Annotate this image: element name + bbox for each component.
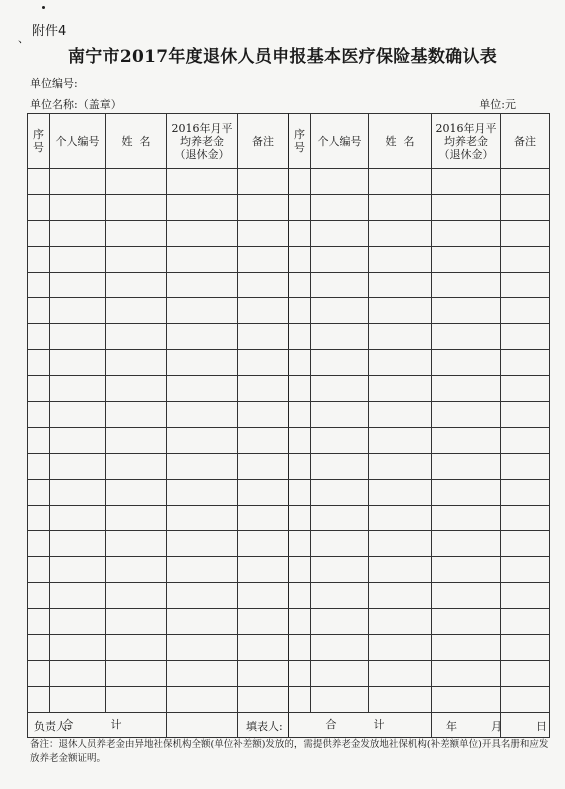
table-cell[interactable] (369, 220, 432, 246)
table-cell[interactable] (50, 246, 106, 272)
table-cell[interactable] (369, 635, 432, 661)
table-row (28, 686, 550, 712)
table-cell[interactable] (50, 324, 106, 350)
table-cell[interactable] (501, 660, 550, 686)
table-cell[interactable] (50, 427, 106, 453)
table-cell[interactable] (432, 453, 501, 479)
table-row (28, 324, 550, 350)
table-cell[interactable] (50, 453, 106, 479)
table-cell[interactable] (501, 686, 550, 712)
header-remark-left: 备注 (238, 114, 289, 169)
table-row (28, 453, 550, 479)
table-cell[interactable] (106, 505, 167, 531)
punctuation-mark: 、 (18, 32, 29, 45)
table-cell[interactable] (432, 272, 501, 298)
table-header-row (28, 114, 550, 169)
table-cell[interactable] (369, 609, 432, 635)
table-cell[interactable] (501, 220, 550, 246)
table-cell[interactable] (369, 350, 432, 376)
table-cell[interactable] (50, 505, 106, 531)
table-cell[interactable] (167, 376, 238, 402)
table-cell[interactable] (369, 169, 432, 195)
table-cell[interactable] (289, 583, 311, 609)
table-cell[interactable] (106, 402, 167, 428)
table-cell[interactable] (28, 350, 50, 376)
table-cell[interactable] (432, 298, 501, 324)
table-cell[interactable] (106, 609, 167, 635)
table-cell[interactable] (289, 272, 311, 298)
table-cell[interactable] (106, 272, 167, 298)
table-cell[interactable] (238, 402, 289, 428)
table-cell[interactable] (28, 402, 50, 428)
table-cell[interactable] (432, 531, 501, 557)
table-cell[interactable] (432, 402, 501, 428)
unit-code-label: 单位编号: (30, 77, 78, 90)
table-cell[interactable] (238, 453, 289, 479)
table-cell[interactable] (50, 686, 106, 712)
table-cell[interactable] (501, 609, 550, 635)
table-cell[interactable] (50, 557, 106, 583)
table-cell[interactable] (432, 686, 501, 712)
table-cell[interactable] (311, 660, 369, 686)
table-row (28, 583, 550, 609)
table-cell[interactable] (238, 505, 289, 531)
currency-unit-label: 单位:元 (479, 98, 516, 111)
table-row (28, 505, 550, 531)
table-cell[interactable] (238, 272, 289, 298)
table-cell[interactable] (238, 427, 289, 453)
table-cell[interactable] (238, 557, 289, 583)
table-cell[interactable] (167, 350, 238, 376)
table-cell[interactable] (432, 635, 501, 661)
table-cell[interactable] (432, 505, 501, 531)
table-cell[interactable] (311, 324, 369, 350)
table-cell[interactable] (167, 505, 238, 531)
table-row (28, 402, 550, 428)
table-cell[interactable] (432, 660, 501, 686)
table-cell[interactable] (238, 479, 289, 505)
table-cell[interactable] (432, 169, 501, 195)
table-cell[interactable] (432, 324, 501, 350)
table-cell[interactable] (28, 557, 50, 583)
table-cell[interactable] (501, 246, 550, 272)
table-cell[interactable] (28, 246, 50, 272)
table-cell[interactable] (311, 427, 369, 453)
table-cell[interactable] (167, 531, 238, 557)
pension-confirmation-table (27, 113, 550, 738)
table-row (28, 531, 550, 557)
table-cell[interactable] (238, 350, 289, 376)
table-cell[interactable] (432, 246, 501, 272)
table-cell[interactable] (106, 531, 167, 557)
table-cell[interactable] (167, 220, 238, 246)
table-cell[interactable] (28, 531, 50, 557)
table-cell[interactable] (28, 298, 50, 324)
table-cell[interactable] (311, 169, 369, 195)
table-cell[interactable] (238, 298, 289, 324)
table-cell[interactable] (369, 427, 432, 453)
table-cell[interactable] (432, 609, 501, 635)
table-cell[interactable] (311, 479, 369, 505)
table-cell[interactable] (238, 531, 289, 557)
table-cell[interactable] (432, 427, 501, 453)
table-row (28, 350, 550, 376)
table-cell[interactable] (238, 169, 289, 195)
table-cell[interactable] (432, 479, 501, 505)
attachment-label: 附件4 (32, 24, 67, 39)
table-cell[interactable] (50, 609, 106, 635)
table-cell[interactable] (238, 686, 289, 712)
table-cell[interactable] (106, 453, 167, 479)
table-cell[interactable] (106, 557, 167, 583)
responsible-person-label: 负责人: (34, 720, 71, 733)
table-row (28, 220, 550, 246)
table-cell[interactable] (369, 686, 432, 712)
table-cell[interactable] (369, 557, 432, 583)
table-cell[interactable] (106, 583, 167, 609)
table-cell[interactable] (289, 686, 311, 712)
table-cell[interactable] (311, 272, 369, 298)
table-cell[interactable] (501, 272, 550, 298)
table-cell[interactable] (501, 583, 550, 609)
table-cell[interactable] (369, 453, 432, 479)
table-row (28, 194, 550, 220)
table-cell[interactable] (311, 376, 369, 402)
table-cell[interactable] (369, 194, 432, 220)
table-cell[interactable] (369, 505, 432, 531)
form-filler-label: 填表人: (246, 720, 283, 733)
table-cell[interactable] (28, 479, 50, 505)
table-cell[interactable] (28, 427, 50, 453)
table-cell[interactable] (289, 453, 311, 479)
date-day-label: 日 (536, 720, 547, 733)
table-cell[interactable] (167, 194, 238, 220)
table-cell[interactable] (311, 505, 369, 531)
table-cell[interactable] (311, 220, 369, 246)
table-cell[interactable] (238, 376, 289, 402)
table-cell[interactable] (289, 557, 311, 583)
header-pension-left: 2016年月平 均养老金 （退休金） (167, 114, 238, 169)
table-cell[interactable] (369, 272, 432, 298)
table-cell[interactable] (28, 272, 50, 298)
table-cell[interactable] (28, 324, 50, 350)
table-cell[interactable] (289, 194, 311, 220)
table-cell[interactable] (28, 583, 50, 609)
scan-speck (42, 6, 45, 9)
table-cell[interactable] (167, 298, 238, 324)
total-value-left[interactable] (167, 712, 238, 737)
header-seq-right: 序 号 (289, 114, 311, 169)
table-cell[interactable] (289, 350, 311, 376)
table-cell[interactable] (369, 246, 432, 272)
table-cell[interactable] (501, 479, 550, 505)
table-cell[interactable] (311, 557, 369, 583)
header-name-left: 姓 名 (106, 114, 167, 169)
table-cell[interactable] (289, 220, 311, 246)
table-cell[interactable] (501, 453, 550, 479)
table-cell[interactable] (167, 609, 238, 635)
header-remark-right: 备注 (501, 114, 550, 169)
table-row (28, 169, 550, 195)
total-label-left: 合 计 (28, 712, 167, 737)
table-cell[interactable] (289, 609, 311, 635)
date-year-label: 年 (446, 720, 457, 733)
table-cell[interactable] (289, 298, 311, 324)
table-cell[interactable] (369, 376, 432, 402)
table-cell[interactable] (50, 169, 106, 195)
table-cell[interactable] (311, 194, 369, 220)
table-cell[interactable] (501, 402, 550, 428)
table-cell[interactable] (238, 660, 289, 686)
table-cell[interactable] (106, 324, 167, 350)
table-cell[interactable] (289, 324, 311, 350)
table-cell[interactable] (50, 479, 106, 505)
header-person-id-left: 个人编号 (50, 114, 106, 169)
table-cell[interactable] (289, 660, 311, 686)
table-cell[interactable] (106, 635, 167, 661)
table-row (28, 660, 550, 686)
table-cell[interactable] (106, 660, 167, 686)
header-name-right: 姓 名 (369, 114, 432, 169)
table-row (28, 376, 550, 402)
table-cell[interactable] (106, 194, 167, 220)
table-cell[interactable] (238, 583, 289, 609)
table-cell[interactable] (167, 246, 238, 272)
table-cell[interactable] (167, 660, 238, 686)
table-cell[interactable] (369, 660, 432, 686)
table-body (28, 169, 550, 713)
table-cell[interactable] (28, 660, 50, 686)
header-seq-left: 序 号 (28, 114, 50, 169)
header-person-id-right: 个人编号 (311, 114, 369, 169)
table-cell[interactable] (50, 298, 106, 324)
table-cell[interactable] (50, 635, 106, 661)
table-cell[interactable] (501, 298, 550, 324)
table-cell[interactable] (369, 402, 432, 428)
table-cell[interactable] (432, 376, 501, 402)
table-row (28, 246, 550, 272)
table-cell[interactable] (28, 686, 50, 712)
table-cell[interactable] (167, 583, 238, 609)
table-cell[interactable] (106, 169, 167, 195)
table-row (28, 427, 550, 453)
table-cell[interactable] (50, 350, 106, 376)
table-cell[interactable] (311, 609, 369, 635)
table-cell[interactable] (167, 324, 238, 350)
table-cell[interactable] (106, 246, 167, 272)
table-cell[interactable] (238, 194, 289, 220)
table-row (28, 298, 550, 324)
table-cell[interactable] (311, 531, 369, 557)
table-cell[interactable] (501, 635, 550, 661)
table-cell[interactable] (501, 324, 550, 350)
table-cell[interactable] (28, 220, 50, 246)
table-cell[interactable] (106, 350, 167, 376)
table-cell[interactable] (311, 453, 369, 479)
table-cell[interactable] (50, 660, 106, 686)
document-title: 南宁市2017年度退休人员申报基本医疗保险基数确认表 (67, 47, 498, 67)
table-cell[interactable] (167, 557, 238, 583)
table-cell[interactable] (432, 557, 501, 583)
table-cell[interactable] (501, 557, 550, 583)
table-cell[interactable] (28, 453, 50, 479)
table-cell[interactable] (28, 609, 50, 635)
table-cell[interactable] (167, 272, 238, 298)
table-cell[interactable] (311, 583, 369, 609)
table-cell[interactable] (501, 505, 550, 531)
table-row (28, 635, 550, 661)
table-cell[interactable] (238, 324, 289, 350)
table-cell[interactable] (501, 427, 550, 453)
footnote: 备注：退休人员养老金由异地社保机构全额(单位补差额)发放的，需提供养老金发放地社保机构(补差额单位)开具名册和应发放养老金额证明。 (30, 739, 549, 764)
table-cell[interactable] (50, 272, 106, 298)
table-cell[interactable] (311, 635, 369, 661)
table-cell[interactable] (28, 194, 50, 220)
table-cell[interactable] (50, 220, 106, 246)
table-cell[interactable] (311, 402, 369, 428)
table-cell[interactable] (28, 635, 50, 661)
table-cell[interactable] (50, 583, 106, 609)
table-cell[interactable] (369, 298, 432, 324)
table-cell[interactable] (432, 583, 501, 609)
date-line (412, 718, 547, 734)
table-cell[interactable] (501, 194, 550, 220)
table-cell[interactable] (28, 169, 50, 195)
table-cell[interactable] (167, 635, 238, 661)
table-cell[interactable] (311, 686, 369, 712)
table-cell[interactable] (289, 505, 311, 531)
table-cell[interactable] (106, 298, 167, 324)
table-cell[interactable] (501, 169, 550, 195)
header-pension-right: 2016年月平 均养老金 （退休金） (432, 114, 501, 169)
table-cell[interactable] (369, 583, 432, 609)
table-cell[interactable] (369, 324, 432, 350)
unit-name-label: 单位名称:（盖章） (30, 98, 122, 111)
table-cell[interactable] (369, 479, 432, 505)
table-cell[interactable] (501, 376, 550, 402)
table-cell[interactable] (289, 635, 311, 661)
table-cell[interactable] (311, 246, 369, 272)
table-cell[interactable] (28, 505, 50, 531)
total-label-right: 合 计 (289, 712, 432, 737)
table-cell[interactable] (167, 479, 238, 505)
table-cell[interactable] (238, 635, 289, 661)
table-cell[interactable] (106, 376, 167, 402)
table-cell[interactable] (106, 427, 167, 453)
table-cell[interactable] (238, 246, 289, 272)
table-cell[interactable] (50, 194, 106, 220)
table-row (28, 609, 550, 635)
table-cell[interactable] (28, 376, 50, 402)
table-row (28, 272, 550, 298)
table-cell[interactable] (167, 427, 238, 453)
table-cell[interactable] (311, 298, 369, 324)
table-cell[interactable] (50, 402, 106, 428)
table-cell[interactable] (50, 531, 106, 557)
table-cell[interactable] (167, 686, 238, 712)
table-cell[interactable] (289, 169, 311, 195)
date-month-label: 月 (491, 720, 502, 733)
table-cell[interactable] (289, 402, 311, 428)
table-cell[interactable] (289, 479, 311, 505)
table-cell[interactable] (289, 531, 311, 557)
table-cell[interactable] (167, 402, 238, 428)
table-cell[interactable] (289, 246, 311, 272)
table-cell[interactable] (106, 220, 167, 246)
table-cell[interactable] (106, 686, 167, 712)
table-cell[interactable] (238, 220, 289, 246)
table-cell[interactable] (167, 169, 238, 195)
table-cell[interactable] (501, 531, 550, 557)
table-cell[interactable] (311, 350, 369, 376)
table-cell[interactable] (106, 479, 167, 505)
table-cell[interactable] (289, 427, 311, 453)
table-cell[interactable] (432, 220, 501, 246)
table-cell[interactable] (501, 350, 550, 376)
table-cell[interactable] (50, 376, 106, 402)
table-cell[interactable] (167, 453, 238, 479)
table-cell[interactable] (432, 350, 501, 376)
table-cell[interactable] (432, 194, 501, 220)
table-cell[interactable] (369, 531, 432, 557)
table-cell[interactable] (238, 609, 289, 635)
table-cell[interactable] (289, 376, 311, 402)
table-row (28, 479, 550, 505)
table-row (28, 557, 550, 583)
